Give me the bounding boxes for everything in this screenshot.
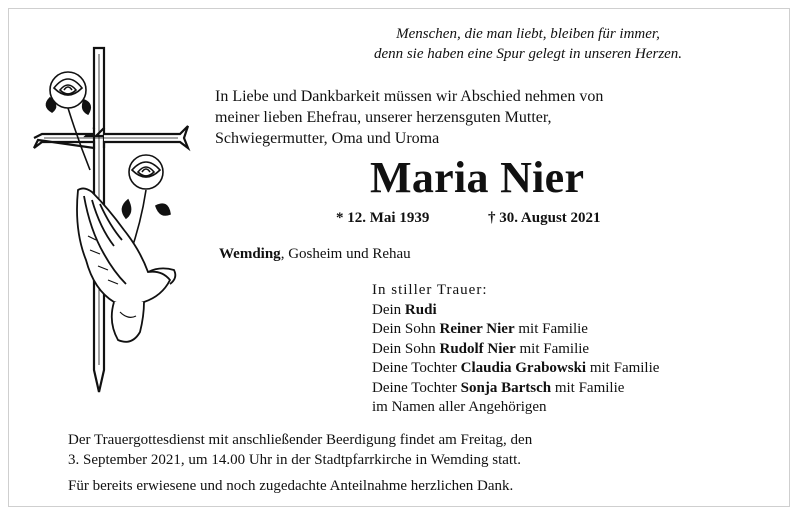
mourner-relation: Deine Tochter xyxy=(372,379,461,396)
intro-line-3: Schwiegermutter, Oma und Uroma xyxy=(215,130,440,147)
service-line-1: Der Trauergottesdienst mit anschließender Beerdigung findet am Freitag, den xyxy=(68,432,533,448)
thanks-line: Für bereits erwiesene und noch zugedachte Anteilnahme herzlichen Dank. xyxy=(68,478,514,494)
mourner-line xyxy=(372,340,659,360)
life-dates xyxy=(336,210,601,227)
residence-town: Wemding xyxy=(219,246,281,262)
quote-line-1: Menschen, die man liebt, bleiben für immer, xyxy=(396,26,660,42)
mourner-name: Sonja Bartsch xyxy=(460,379,552,396)
residence-rest: , Gosheim und Rehau xyxy=(280,246,411,262)
farewell-intro xyxy=(215,86,603,149)
memorial-quote xyxy=(318,24,738,64)
service-line-2: 3. September 2021, um 14.00 Uhr in der Stadtpfarrkirche in Wemding statt. xyxy=(68,452,522,468)
mourner-line xyxy=(372,359,659,379)
intro-line-1: In Liebe und Dankbarkeit müssen wir Abschied nehmen von xyxy=(215,88,604,105)
mourners-list xyxy=(372,281,659,418)
mourner-relation: Dein Sohn xyxy=(372,340,440,357)
mourner-suffix: mit Familie xyxy=(551,379,625,396)
mourner-name: Rudolf Nier xyxy=(439,340,516,357)
mourner-line xyxy=(372,320,659,340)
quote-line-2: denn sie haben eine Spur gelegt in unseren Herzen. xyxy=(373,46,683,62)
cross-with-roses-illustration xyxy=(28,40,198,400)
funeral-service-info xyxy=(68,430,532,470)
mourner-relation: Deine Tochter xyxy=(372,360,461,376)
mourner-line xyxy=(372,379,659,399)
mourner-name: Reiner Nier xyxy=(439,321,515,337)
mourners-heading: In stiller Trauer: xyxy=(372,282,488,298)
death-date: † 30. August 2021 xyxy=(488,210,601,226)
deceased-name: Maria Nier xyxy=(370,153,585,202)
mourner-relation: Dein xyxy=(372,301,405,318)
mourner-name: Claudia Grabowski xyxy=(460,360,587,376)
mourner-line xyxy=(372,301,659,321)
mourner-suffix: mit Familie xyxy=(514,321,588,337)
mourner-relation: Dein Sohn xyxy=(372,321,440,337)
mourners-closing: im Namen aller Angehörigen xyxy=(372,399,547,415)
mourner-suffix: mit Familie xyxy=(515,340,590,357)
residence-line xyxy=(219,246,411,263)
mourner-name: Rudi xyxy=(404,301,437,318)
birth-date: * 12. Mai 1939 xyxy=(336,210,430,226)
intro-line-2: meiner lieben Ehefrau, unserer herzensguten Mutter, xyxy=(215,109,552,126)
mourner-suffix: mit Familie xyxy=(586,360,660,376)
